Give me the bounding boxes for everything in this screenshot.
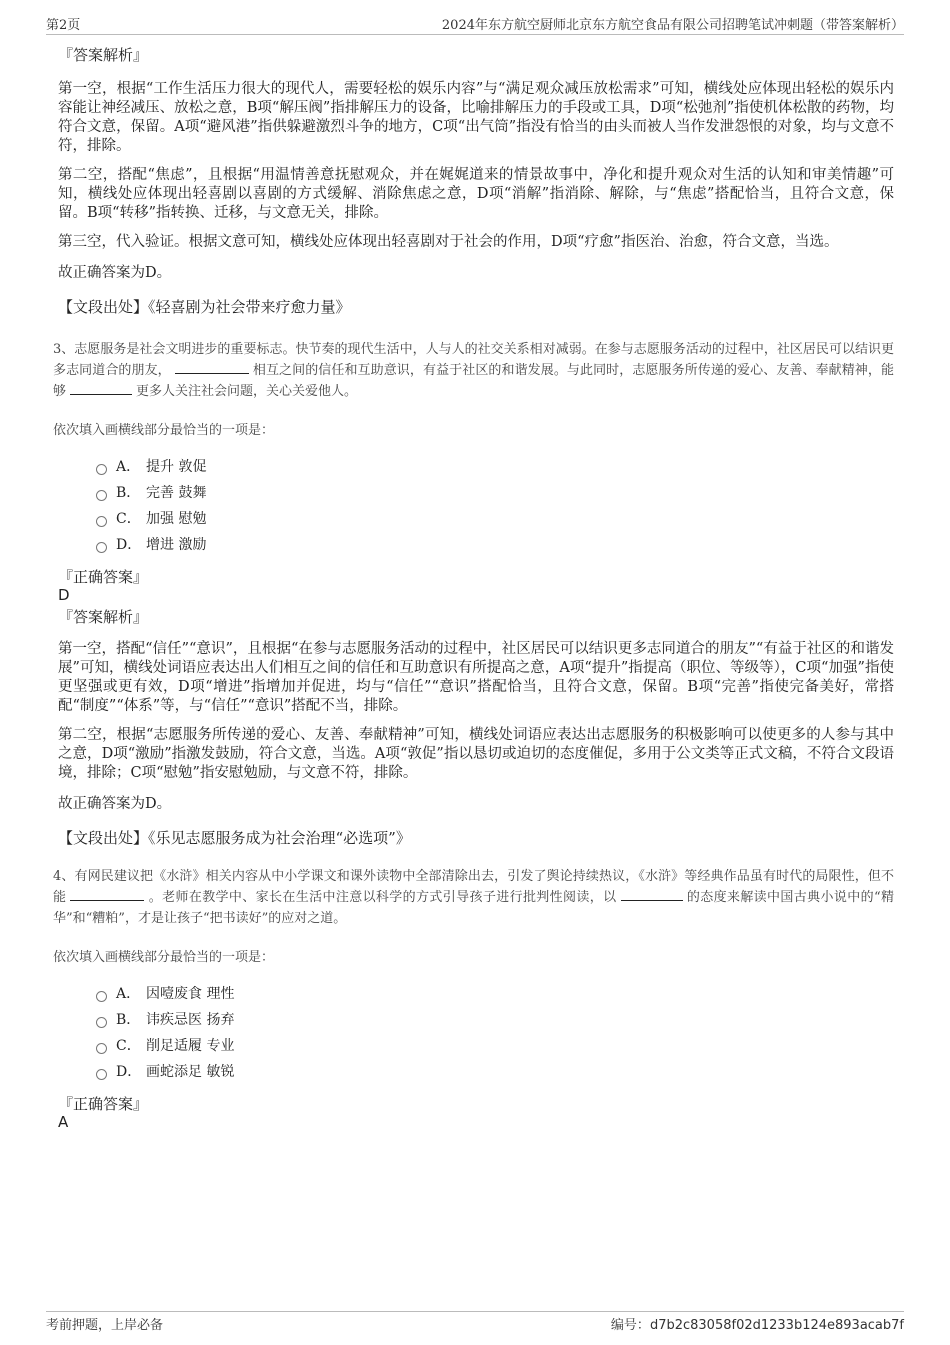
radio-icon[interactable] [96,542,107,553]
q3-conclusion: 故正确答案为D。 [58,796,172,812]
q2-analysis-paragraph: 第三空，代入验证。根据文意可知，横线处应体现出轻喜剧对于社会的作用，D项“疗愈”指医治、治愈，符合文意，当选。 [58,234,839,250]
q3-correct-label: 『正确答案』 [58,568,149,586]
q4-option-b[interactable]: B． 讳疾忌医 扬弃 [96,1007,894,1033]
q3-option-a[interactable]: A． 提升 敦促 [96,454,894,480]
q3-analysis-paragraph: 第二空，根据“志愿服务所传递的爱心、友善、奉献精神”可知，横线处词语应表达出志愿服务的积极影响可以使更多的人参与其中之意，D项“激励”指激发鼓励，符合文意，当选。A项“敦促”指以恳切或迫切的态度催促，多用于公文类等正式文稿，不符合文段语境，排除；C项“慰勉”指安慰勉励，与文意不符，排除。 [58,727,894,781]
q3-option-c[interactable]: C． 加强 慰勉 [96,506,894,532]
q3-blank-1 [175,361,249,374]
q3-blank-2 [70,382,132,395]
q3-options [96,454,894,558]
q4-prompt: 依次填入画横线部分最恰当的一项是： [53,950,275,965]
q3-question-text: 3、志愿服务是社会文明进步的重要标志。快节奏的现代生活中，人与人的社交关系相对减弱。在参与志愿服务活动的过程中，社区居民可以结识更多志同道合的朋友， 相互之间的信任和互助意识，有益于社区的和谐发展。与此同时，志愿服务所传递的爱心、友善、奉献精神，能够 更多人关注社会问题，关心关爱他人。 [53,342,894,399]
radio-icon[interactable] [96,464,107,475]
page-number: 第2页 [46,18,81,33]
document-body [53,44,894,1131]
q2-source: 【文段出处】《轻喜剧为社会带来疗愈力量》 [58,298,351,316]
document-title: 2024年东方航空厨师北京东方航空食品有限公司招聘笔试冲刺题（带答案解析） [441,18,904,33]
q2-analysis-paragraph: 第一空，根据“工作生活压力很大的现代人，需要轻松的娱乐内容”与“满足观众减压放松需求”可知，横线处应体现出轻松的娱乐内容能让神经减压、放松之意，B项“解压阀”指排解压力的设备，比喻排解压力的手段或工具，D项“松弛剂”指使机体松散的药物，均符合文意，保留。A项“避风港”指供躲避激烈斗争的地方，C项“出气筒”指没有恰当的由头而被人当作发泄怨恨的对象，均与文意不符，排除。 [58,81,894,154]
radio-icon[interactable] [96,516,107,527]
q2-conclusion: 故正确答案为D。 [58,265,172,281]
radio-icon[interactable] [96,1069,107,1080]
q4-option-c[interactable]: C． 削足适履 专业 [96,1033,894,1059]
radio-icon[interactable] [96,490,107,501]
q4-correct-label: 『正确答案』 [58,1095,149,1113]
q2-analysis-label: 『答案解析』 [58,46,149,64]
q3-analysis-paragraph: 第一空，搭配“信任”“意识”，且根据“在参与志愿服务活动的过程中，社区居民可以结识更多志同道合的朋友”“有益于社区的和谐发展”可知，横线处词语应表达出人们相互之间的信任和互助意识有所提高之意，A项“提升”指提高（职位、等级等），C项“加强”指使更坚强或更有效，D项“增进”指增加并促进，均与“信任”“意识”搭配恰当，且符合文意，保留。B项“完善”指使完备美好，常搭配“制度”“体系”等，与“信任”“意识”搭配不当，排除。 [58,641,894,714]
q3-analysis-label: 『答案解析』 [58,608,149,626]
q3-correct-answer: D [58,586,70,604]
q2-analysis-paragraph: 第二空，搭配“焦虑”，且根据“用温情善意抚慰观众，并在娓娓道来的情景故事中，净化和提升观众对生活的认知和审美情趣”可知，横线处应体现出轻喜剧以喜剧的方式缓解、消除焦虑之意，D项“消解”指消除、解除，与“焦虑”搭配恰当，且符合文意，保留。B项“转移”指转换、迁移，与文意无关，排除。 [58,167,894,221]
page-header [46,12,904,35]
footer-slogan: 考前押题，上岸必备 [46,1318,164,1333]
q4-question-text: 4、有网民建议把《水浒》相关内容从中小学课文和课外读物中全部清除出去，引发了舆论持续热议，《水浒》等经典作品虽有时代的局限性，但不能 。老师在教学中、家长在生活中注意以科学的方式引导孩子进行批判性阅读，以 的态度来解读中国古典小说中的“精华”和“糟粕”，才是让孩子“把书读好”的应对之道。 [53,869,894,926]
radio-icon[interactable] [96,991,107,1002]
q4-blank-2 [621,888,683,901]
radio-icon[interactable] [96,1043,107,1054]
q4-correct-answer: A [58,1113,69,1131]
q3-option-d[interactable]: D． 增进 激励 [96,532,894,558]
radio-icon[interactable] [96,1017,107,1028]
q3-prompt: 依次填入画横线部分最恰当的一项是： [53,423,275,438]
q3-option-b[interactable]: B． 完善 鼓舞 [96,480,894,506]
page-footer [46,1311,904,1336]
document-code: 编号：d7b2c83058f02d1233b124e893acab7f [610,1318,904,1333]
q4-blank-1 [70,888,144,901]
q3-source: 【文段出处】《乐见志愿服务成为社会治理“必选项”》 [58,829,411,847]
q4-option-d[interactable]: D． 画蛇添足 敏锐 [96,1059,894,1085]
q4-option-a[interactable]: A． 因噎废食 理性 [96,981,894,1007]
q4-options [96,981,894,1085]
